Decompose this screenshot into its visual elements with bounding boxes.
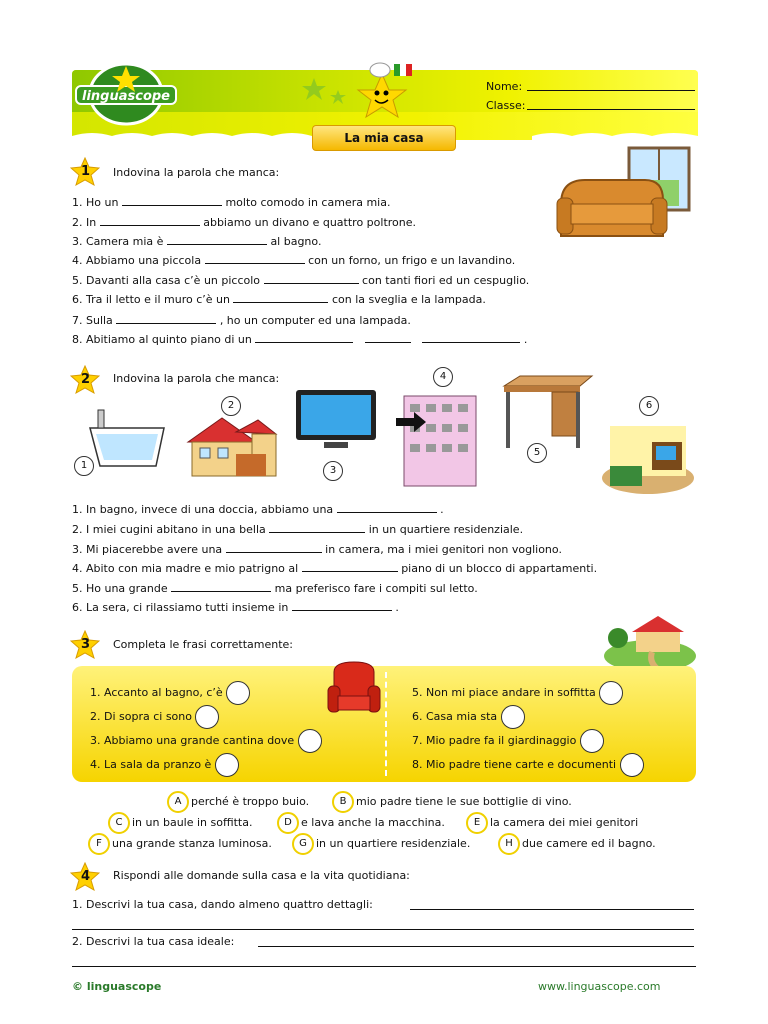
s1-question-4: 4. Abbiamo una piccola con un forno, un frigo e un lavandino. xyxy=(72,254,516,267)
chef-star-mascot-icon xyxy=(352,60,416,126)
answer-d: D e lava anche la macchina. xyxy=(277,812,445,834)
s3-left-4: 4. La sala da pranzo è xyxy=(90,753,239,777)
s1-blank-8a[interactable] xyxy=(255,332,353,343)
section-2-number: 2 xyxy=(81,372,91,387)
s2-blank-6[interactable] xyxy=(292,600,392,611)
picture-number-6: 6 xyxy=(639,396,659,416)
section-3-instruction: Completa le frasi correttamente: xyxy=(113,638,293,651)
apartment-block-illustration-icon xyxy=(396,390,482,490)
answer-f: F una grande stanza luminosa. xyxy=(88,833,272,855)
s3-answer-circle-3[interactable] xyxy=(298,729,322,753)
television-illustration-icon xyxy=(294,388,380,454)
s2-blank-5[interactable] xyxy=(171,581,271,592)
s3-left-1: 1. Accanto al bagno, c’è xyxy=(90,681,250,705)
answer-b: B mio padre tiene le sue bottiglie di vino. xyxy=(332,791,572,813)
answer-g: G in un quartiere residenziale. xyxy=(292,833,470,855)
s2-question-6: 6. La sera, ci rilassiamo tutti insieme in . xyxy=(72,601,399,614)
picture-number-5: 5 xyxy=(527,443,547,463)
s1-blank-3[interactable] xyxy=(167,234,267,245)
s3-answer-circle-8[interactable] xyxy=(620,753,644,777)
s3-right-6: 6. Casa mia sta xyxy=(412,705,525,729)
s3-right-7: 7. Mio padre fa il giardinaggio xyxy=(412,729,604,753)
s2-blank-3[interactable] xyxy=(226,542,322,553)
s1-question-6: 6. Tra il letto e il muro c’è un con la sveglia e la lampada. xyxy=(72,293,486,306)
s2-blank-1[interactable] xyxy=(337,502,437,513)
s3-left-3: 3. Abbiamo una grande cantina dove xyxy=(90,729,322,753)
s2-question-4: 4. Abito con mia madre e mio patrigno al piano di un blocco di appartamenti. xyxy=(72,562,598,575)
s1-blank-1[interactable] xyxy=(122,195,222,206)
answer-c: C in un baule in soffitta. xyxy=(108,812,252,834)
s2-blank-4[interactable] xyxy=(302,561,398,572)
s4-question-2: 2. Descrivi la tua casa ideale: xyxy=(72,935,235,948)
desk-illustration-icon xyxy=(500,374,596,454)
section-3-number: 3 xyxy=(81,637,91,652)
s3-right-5: 5. Non mi piace andare in soffitta xyxy=(412,681,623,705)
section-4-number: 4 xyxy=(81,869,91,884)
s1-question-5: 5. Davanti alla casa c’è un piccolo con tanti fiori ed un cespuglio. xyxy=(72,274,530,287)
picture-number-2: 2 xyxy=(221,396,241,416)
section-1-instruction: Indovina la parola che manca: xyxy=(113,166,280,179)
s2-question-3: 3. Mi piacerebbe avere una in camera, ma i miei genitori non vogliono. xyxy=(72,543,562,556)
s1-blank-2[interactable] xyxy=(100,215,200,226)
s2-question-2: 2. I miei cugini abitano in una bella in un quartiere residenziale. xyxy=(72,523,524,536)
s4-answer-line-2a[interactable] xyxy=(258,946,694,947)
footer-url[interactable]: www.linguascope.com xyxy=(538,980,661,993)
s3-answer-circle-4[interactable] xyxy=(215,753,239,777)
house-illustration-icon xyxy=(184,414,280,480)
living-room-illustration-icon xyxy=(600,420,696,496)
nome-field[interactable] xyxy=(527,90,695,91)
answer-e: E la camera dei miei genitori xyxy=(466,812,638,834)
s2-question-1: 1. In bagno, invece di una doccia, abbiamo una . xyxy=(72,503,444,516)
s2-question-5: 5. Ho una grande ma preferisco fare i compiti sul letto. xyxy=(72,582,478,595)
classe-field[interactable] xyxy=(527,109,695,110)
s1-question-7: 7. Sulla , ho un computer ed una lampada. xyxy=(72,314,411,327)
s1-question-8: 8. Abitiamo al quinto piano di un . xyxy=(72,333,528,346)
s1-blank-8c[interactable] xyxy=(422,332,520,343)
s3-answer-circle-1[interactable] xyxy=(226,681,250,705)
section-2-instruction: Indovina la parola che manca: xyxy=(113,372,280,385)
s3-left-2: 2. Di sopra ci sono xyxy=(90,705,219,729)
s3-answer-circle-7[interactable] xyxy=(580,729,604,753)
picture-number-1: 1 xyxy=(74,456,94,476)
s3-right-8: 8. Mio padre tiene carte e documenti xyxy=(412,753,644,777)
nome-label: Nome: xyxy=(486,80,523,93)
footer-divider xyxy=(72,966,696,967)
answer-a: A perché è troppo buio. xyxy=(167,791,309,813)
s1-question-1: 1. Ho un molto comodo in camera mia. xyxy=(72,196,391,209)
s3-answer-circle-6[interactable] xyxy=(501,705,525,729)
s1-blank-4[interactable] xyxy=(205,253,305,264)
s4-answer-line-1a[interactable] xyxy=(410,909,694,910)
s1-blank-5[interactable] xyxy=(264,273,359,284)
answer-h: H due camere ed il bagno. xyxy=(498,833,656,855)
footer-copyright: © linguascope xyxy=(72,980,162,993)
green-stars-decoration-icon xyxy=(300,76,350,112)
s4-answer-line-1b[interactable] xyxy=(72,929,694,930)
s4-question-1: 1. Descrivi la tua casa, dando almeno quattro dettagli: xyxy=(72,898,373,911)
s1-question-3: 3. Camera mia è al bagno. xyxy=(72,235,322,248)
picture-number-3: 3 xyxy=(323,461,343,481)
sofa-window-illustration-icon xyxy=(555,140,695,244)
s3-answer-circle-5[interactable] xyxy=(599,681,623,705)
house-garden-illustration-icon xyxy=(602,608,698,674)
armchair-illustration-icon xyxy=(326,660,382,722)
s1-blank-6[interactable] xyxy=(233,292,328,303)
section-4-instruction: Rispondi alle domande sulla casa e la vita quotidiana: xyxy=(113,869,410,882)
classe-label: Classe: xyxy=(486,99,526,112)
matching-divider xyxy=(385,672,387,776)
bathtub-illustration-icon xyxy=(86,404,168,474)
page-title: La mia casa xyxy=(312,125,456,151)
picture-number-4: 4 xyxy=(433,367,453,387)
s1-blank-8b[interactable] xyxy=(365,332,411,343)
s2-blank-2[interactable] xyxy=(269,522,365,533)
s1-blank-7[interactable] xyxy=(116,313,216,324)
s1-question-2: 2. In abbiamo un divano e quattro poltrone. xyxy=(72,216,417,229)
section-1-number: 1 xyxy=(81,164,91,179)
s3-answer-circle-2[interactable] xyxy=(195,705,219,729)
brand-text: linguascope xyxy=(82,89,170,104)
